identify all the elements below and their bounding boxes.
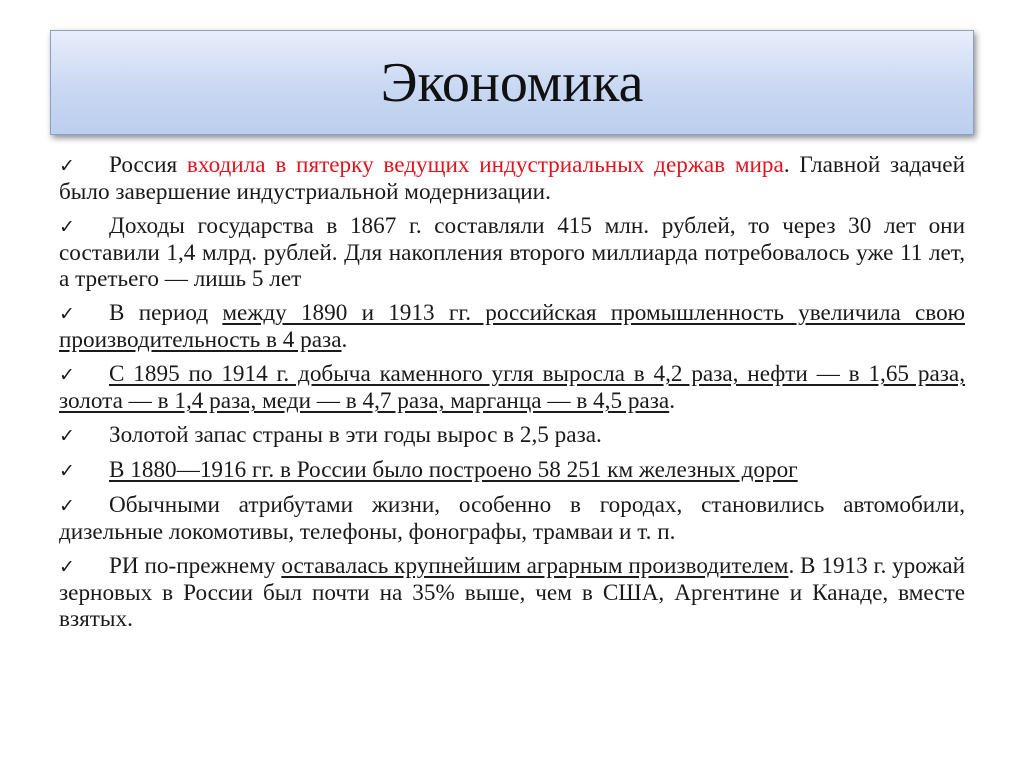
checkmark-icon: ✓ — [59, 425, 75, 447]
bullet-text: РИ по-прежнему — [109, 553, 282, 579]
bullet-item — [59, 553, 965, 632]
bullet-text: Россия — [109, 152, 187, 178]
bullet-item — [59, 457, 965, 484]
title-box — [50, 30, 974, 135]
bullet-item — [59, 422, 965, 449]
checkmark-icon: ✓ — [59, 155, 75, 177]
bullet-item — [59, 492, 965, 545]
bullet-text: . — [341, 327, 348, 353]
bullet-text: . — [669, 388, 675, 414]
checkmark-icon: ✓ — [59, 556, 75, 578]
bullet-text: Доходы государства в 1867 г. составляли 415 млн. рублей, то через 30 лет они составили 1,4 млрд. рублей. Для накопления второго миллиарда потребовалось уже 11 лет, а третьего — лишь 5 лет — [59, 213, 965, 292]
bullet-text: Обычными атрибутами жизни, особенно в городах, становились автомобили, дизельные локомотивы, телефоны, фонографы, трамваи и т. п. — [59, 492, 965, 545]
bullet-text: Золотой запас страны в эти годы вырос в 2,5 раза. — [109, 422, 602, 448]
checkmark-icon: ✓ — [59, 495, 75, 517]
checkmark-icon: ✓ — [59, 303, 75, 325]
slide-title: Экономика — [380, 51, 644, 114]
checkmark-icon: ✓ — [59, 460, 75, 482]
bullet-text: . Главной задачей было завершение индустриальной модернизации. — [59, 152, 966, 205]
bullet-text: В 1880—1916 гг. в России было построено 58 251 км железных дорог — [109, 457, 798, 483]
bullet-text: оставалась крупнейшим аграрным производителем — [281, 553, 789, 579]
checkmark-icon: ✓ — [59, 216, 75, 238]
bullet-text: входила в пятерку ведущих индустриальных держав мира — [186, 152, 784, 178]
bullet-item — [59, 361, 965, 414]
bullet-text: . В 1913 г. урожай зерновых в России был почти на 35% выше, чем в США, Аргентине и Канаде, вместе взятых. — [59, 553, 965, 632]
bullet-list — [59, 152, 965, 640]
bullet-text: В период — [109, 300, 223, 326]
bullet-text: между 1890 и 1913 гг. российская промышленность увеличила свою производительность в 4 раза — [59, 300, 965, 353]
checkmark-icon: ✓ — [59, 364, 75, 386]
bullet-item — [59, 152, 965, 205]
bullet-item — [59, 213, 965, 292]
bullet-text: С 1895 по 1914 г. добыча каменного угля выросла в 4,2 раза, нефти — в 1,65 раза, золота — в 1,4 раза, меди — в 4,7 раза, марганца — в 4,5 раза — [59, 361, 965, 414]
bullet-item — [59, 300, 965, 353]
